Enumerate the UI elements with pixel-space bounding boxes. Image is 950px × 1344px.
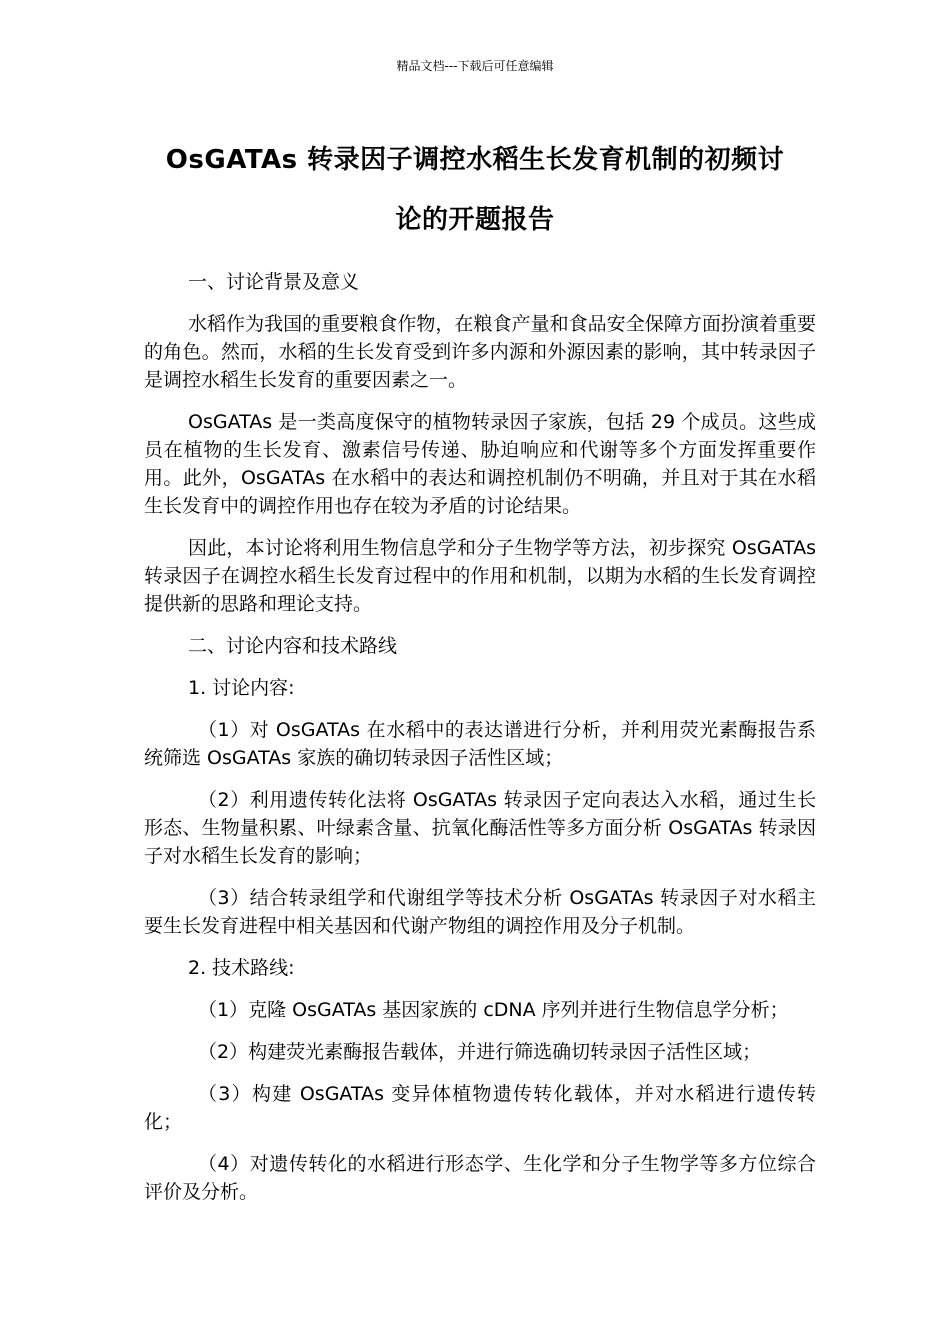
subheading-research-content: 1. 讨论内容:	[188, 677, 295, 699]
subheading-technical-route: 2. 技术路线:	[188, 957, 295, 979]
section-heading-background: 一、讨论背景及意义	[188, 271, 360, 293]
document-title	[140, 130, 810, 250]
title-line-2: 论的开题报告	[395, 205, 555, 235]
content-item-2: （2）利用遗传转化法将 OsGATAs 转录因子定向表达入水稻，通过生长形态、生物量积累、叶绿素含量、抗氧化酶活性等多方面分析 OsGATAs 转录因子对水稻生长发育的影响；	[144, 789, 816, 867]
page-header: 精品文档---下载后可任意编辑	[396, 59, 554, 73]
content-item-1: （1）对 OsGATAs 在水稻中的表达谱进行分析，并利用荧光素酶报告系统筛选 OsGATAs 家族的确切转录因子活性区域；	[144, 719, 816, 769]
section-heading-content-route: 二、讨论内容和技术路线	[188, 635, 398, 657]
route-item-2: （2）构建荧光素酶报告载体，并进行筛选确切转录因子活性区域；	[198, 1041, 762, 1063]
paragraph-osgatas-family: OsGATAs 是一类高度保守的植物转录因子家族，包括 29 个成员。这些成员在植物的生长发育、激素信号传递、胁迫响应和代谢等多个方面发挥重要作用。此外，OsGATAs 在水稻中的表达和调控机制仍不明确，并且对于其在水稻生长发育中的调控作用也存在较为矛盾的讨论结果。	[144, 411, 816, 517]
document-body	[144, 268, 816, 1220]
paragraph-research-aim: 因此，本讨论将利用生物信息学和分子生物学等方法，初步探究 OsGATAs 转录因子在调控水稻生长发育过程中的作用和机制，以期为水稻的生长发育调控提供新的思路和理论支持。	[144, 537, 816, 615]
title-line-1: OsGATAs 转录因子调控水稻生长发育机制的初频讨	[165, 145, 785, 175]
route-item-1: （1）克隆 OsGATAs 基因家族的 cDNA 序列并进行生物信息学分析；	[198, 999, 789, 1021]
paragraph-rice-importance: 水稻作为我国的重要粮食作物，在粮食产量和食品安全保障方面扮演着重要的角色。然而，水稻的生长发育受到许多内源和外源因素的影响，其中转录因子是调控水稻生长发育的重要因素之一。	[144, 313, 816, 391]
route-item-3: （3）构建 OsGATAs 变异体植物遗传转化载体，并对水稻进行遗传转化；	[144, 1083, 816, 1133]
route-item-4: （4）对遗传转化的水稻进行形态学、生化学和分子生物学等多方位综合评价及分析。	[144, 1153, 816, 1203]
content-item-3: （3）结合转录组学和代谢组学等技术分析 OsGATAs 转录因子对水稻主要生长发育进程中相关基因和代谢产物组的调控作用及分子机制。	[144, 887, 816, 937]
